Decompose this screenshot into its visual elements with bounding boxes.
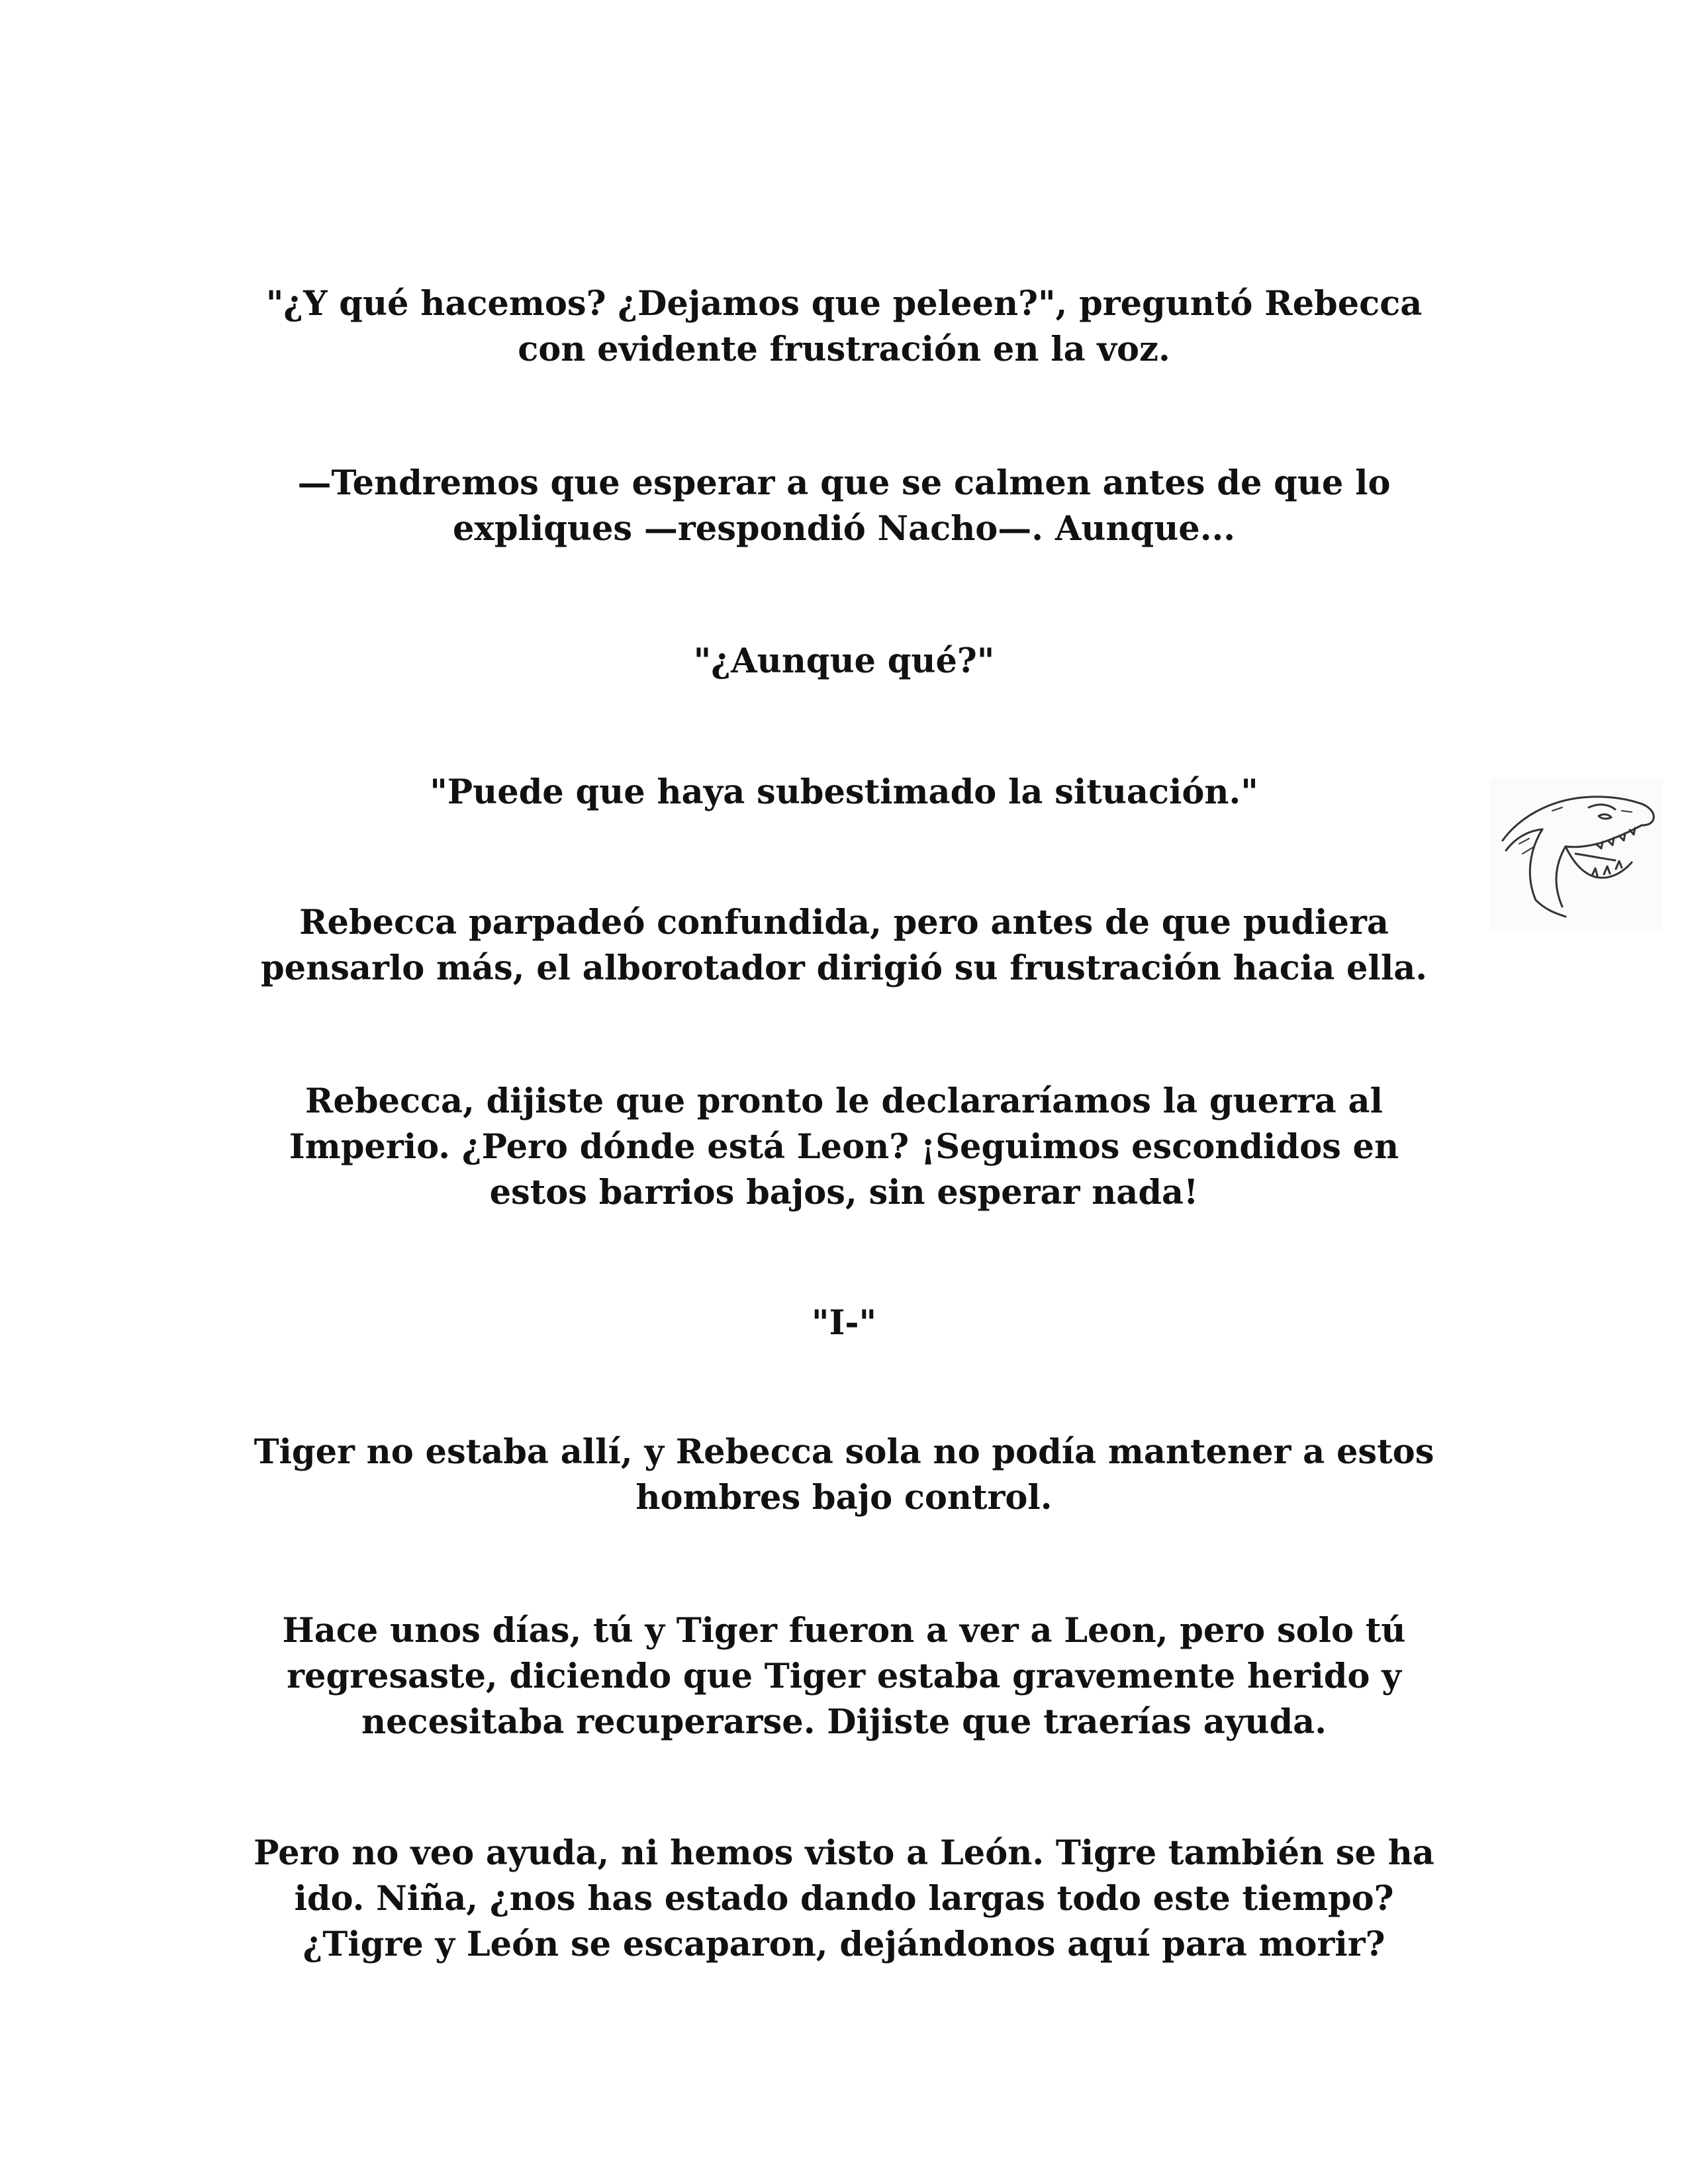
paragraph-8: Tiger no estaba allí, y Rebecca sola no podía mantener a estos hombres bajo control. [254, 1432, 1434, 1518]
paragraph-10: Pero no veo ayuda, ni hemos visto a León. Tigre también se ha ido. Niña, ¿nos has estado dando largas todo este tiempo? ¿Tigre y León se escaparon, dejándonos aquí para morir? [254, 1833, 1434, 1964]
paragraph-4: "Puede que haya subestimado la situación." [430, 772, 1258, 812]
paragraph-1: "¿Y qué hacemos? ¿Dejamos que peleen?", preguntó Rebecca con evidente frustración en la voz. [265, 284, 1423, 369]
paragraph-5: Rebecca parpadeó confundida, pero antes de que pudiera pensarlo más, el alborotador dirigió su frustración hacia ella. [261, 903, 1427, 988]
paragraph-6: Rebecca, dijiste que pronto le declararíamos la guerra al Imperio. ¿Pero dónde está Leon? ¡Seguimos escondidos en estos barrios bajos, sin esperar nada! [289, 1081, 1399, 1212]
paragraph-7: "I-" [811, 1303, 877, 1343]
paragraph-3: "¿Aunque qué?" [693, 641, 995, 681]
paragraph-9: Hace unos días, tú y Tiger fueron a ver a Leon, pero solo tú regresaste, diciendo que Tiger estaba gravemente herido y necesitaba recuperarse. Dijiste que traerías ayuda. [282, 1611, 1406, 1742]
paragraph-2: —Tendremos que esperar a que se calmen antes de que lo expliques —respondió Nacho—. Aunque... [297, 463, 1391, 549]
dinosaur-head-sketch-icon [1489, 778, 1663, 930]
